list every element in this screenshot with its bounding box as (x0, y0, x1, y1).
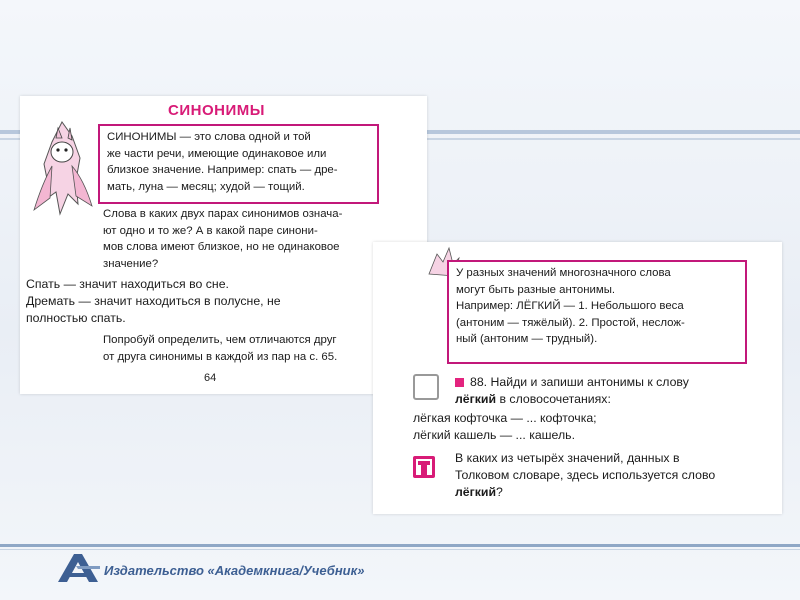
dictionary-task-text (455, 450, 775, 501)
definition-line: близкое значение. Например: спать — дре- (107, 164, 338, 176)
definition-line: СИНОНИМЫ — это слова одной и той (107, 131, 311, 143)
question-line: ют одно и то же? А в какой паре синони- (103, 224, 318, 237)
rule-text (456, 265, 742, 348)
dictionary-t-icon (413, 456, 435, 478)
question-line: мов слова имеют близкое, но не одинаковое (103, 241, 340, 253)
rule-line: (антоним — тяжёлый). 2. Простой, неслож- (456, 316, 685, 329)
dictionary-task-end: ? (496, 485, 503, 499)
question-line: Слова в каких двух парах синонимов означа- (103, 208, 343, 220)
pencil-icon (413, 374, 439, 400)
rule-box (447, 260, 747, 364)
dictionary-task-line: В каких из четырёх значений, данных в (455, 451, 680, 465)
textbook-page-antonyms (373, 242, 782, 514)
question-text (103, 206, 383, 272)
section-title: СИНОНИМЫ (168, 102, 265, 119)
rule-line: У разных значений многозначного слова (456, 267, 671, 279)
example-line: Дремать — значит находиться в полусне, не (26, 294, 281, 308)
exercise-word: лёгкий (455, 392, 497, 406)
page-number: 64 (204, 372, 217, 384)
example-line: Спать — значит находиться во сне. (26, 277, 229, 291)
task-line: от друга синонимы в каждой из пар на с. 65. (103, 350, 338, 363)
exercise-text (455, 374, 775, 408)
dictionary-task-word: лёгкий (455, 485, 497, 499)
examples-text (26, 276, 386, 327)
publisher-logo-icon (56, 552, 102, 584)
bat-illustration (22, 114, 100, 226)
rule-line: Например: ЛЁГКИЙ — 1. Небольшого веса (456, 300, 684, 312)
definition-line: же части речи, имеющие одинаковое или (107, 147, 327, 160)
textbook-page-synonyms (20, 96, 427, 394)
question-line: значение? (103, 257, 159, 270)
phrase-line: лёгкий кашель — ... кашель. (413, 428, 575, 442)
definition-line: мать, луна — месяц; худой — тощий. (107, 180, 305, 193)
rule-line: ный (антоним — трудный). (456, 333, 598, 345)
phrase-line: лёгкая кофточка — ... кофточка; (413, 411, 597, 425)
task-text (103, 332, 393, 365)
definition-text (107, 129, 375, 195)
exercise-rest: в словосочетаниях: (499, 392, 611, 406)
publisher-name: Издательство «Академкнига/Учебник» (104, 563, 365, 578)
exercise-title: 88. Найди и запиши антонимы к слову (470, 375, 689, 389)
task-line: Попробуй определить, чем отличаются друг (103, 334, 337, 346)
footer-divider (0, 544, 800, 547)
example-line: полностью спать. (26, 311, 126, 325)
dictionary-task-line: Толковом словаре, здесь используется слово (455, 468, 716, 482)
rule-line: могут быть разные антонимы. (456, 283, 616, 296)
footer-divider-thin (0, 549, 800, 550)
phrases-text (413, 410, 753, 444)
definition-box (98, 124, 379, 204)
exercise-marker-icon (455, 378, 464, 387)
